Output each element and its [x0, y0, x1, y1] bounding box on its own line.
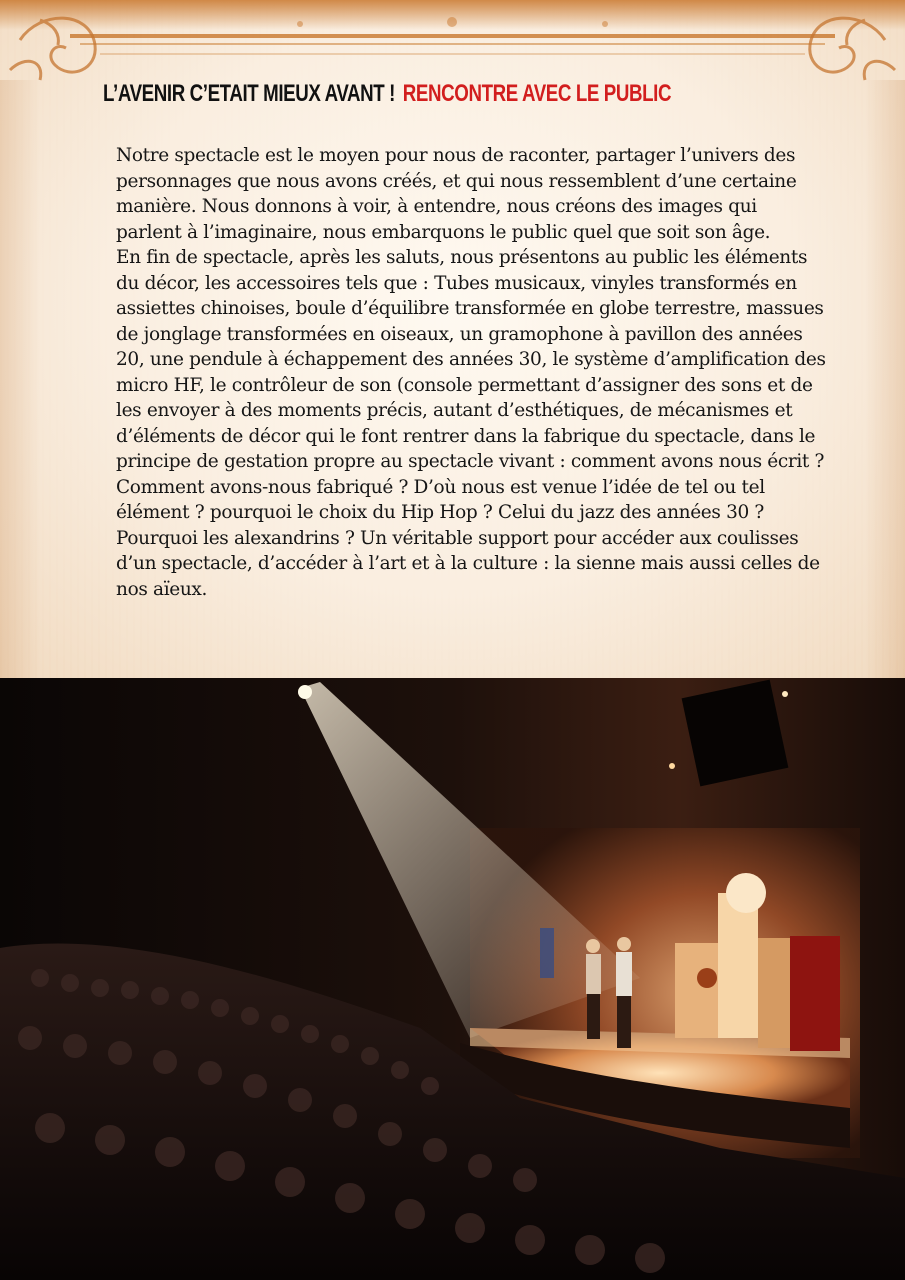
theatre-photo: [0, 678, 905, 1280]
paragraph-meeting: En fin de spectacle, après les saluts, nous présentons au public les éléments du décor, les accessoires tels que : Tubes musicaux, vinyles transformés en assiettes chinoises, boule d’équilibre transformée en globe terrestre, massues de jonglage transformées en oiseaux, un gramophone à pavillon des années 20, une pendule à échappement des années 30, le système d’amplification des micro HF, le contrôleur de son (console permettant d’assigner des sons et de les envoyer à des moments précis, autant d’esthétiques, de mécanismes et d’éléments de décor qui le font rentrer dans la fabrique du spectacle, dans le principe de gestation propre au spectacle vivant : comment avons nous écrit ? Comment avons-nous fabriqué ? D’où nous est venue l’idée de tel ou tel élément ? pourquoi le choix du Hip Hop ? Celui du jazz des années 30 ? Pourquoi les alexandrins ? Un véritable support pour accéder aux coulisses d’un spectacle, d’accéder à l’art et à la culture : la sienne mais aussi celles de nos aïeux.: [116, 247, 826, 600]
page-headline: [103, 80, 671, 108]
paragraph-intro: Notre spectacle est le moyen pour nous de raconter, partager l’univers des personnages que nous avons créés, et qui nous ressemblent d’une certaine manière. Nous donnons à voir, à entendre, nous créons des images qui parlent à l’imaginaire, nous embarquons le public quel que soit son âge.: [116, 145, 797, 243]
ornament-border: [0, 0, 905, 92]
headline-subtitle: RENCONTRE AVEC LE PUBLIC: [402, 80, 672, 107]
body-text: [116, 143, 826, 602]
parchment-edge-left: [0, 80, 40, 680]
parchment-edge-right: [865, 80, 905, 680]
headline-title: L’AVENIR C’ETAIT MIEUX AVANT !: [103, 80, 395, 107]
